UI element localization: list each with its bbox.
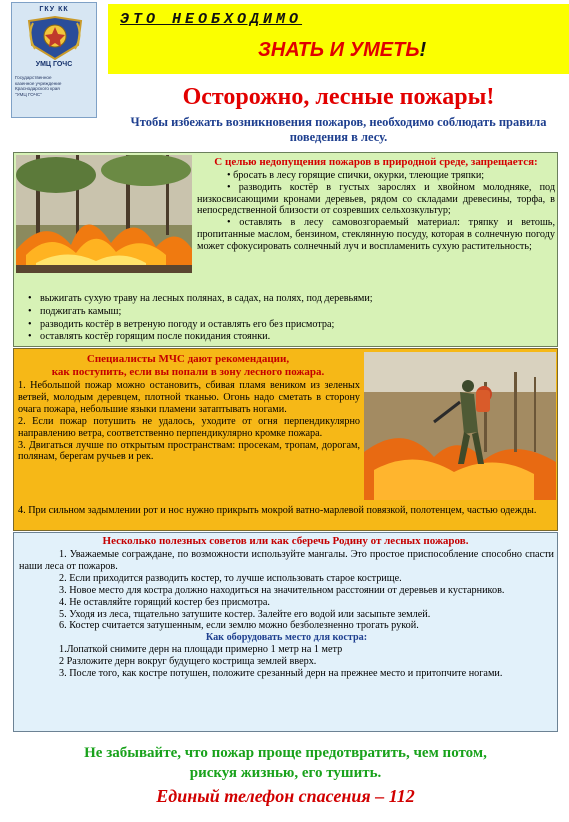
prohibitions-list [20, 293, 556, 344]
advice-item: 4. Не оставляйте горящий костер без присмотра. [59, 596, 270, 608]
emblem-icon [25, 15, 85, 61]
advice-item: 1. Уважаемые сограждане, по возможности используйте мангалы. Это простое приспособление способно спасти наши леса от пожаров. [19, 549, 554, 572]
advice-text [19, 549, 554, 680]
advice-item: 3. Новое место для костра должно находиться на значительном расстоянии от деревьев и кустарников. [59, 584, 505, 596]
advice-item: 2. Если приходится разводить костер, то лучше использовать старое кострище. [59, 572, 402, 584]
forest-fire-photo [16, 155, 192, 273]
emergency-phone-line: Единый телефон спасения – 112 [156, 786, 415, 806]
list-item: • выжигать сухую траву на лесных полянах, в садах, на полях, под деревьями; [20, 293, 556, 306]
banner-line-1: ЭТО НЕОБХОДИМО [120, 11, 303, 28]
recommendations-heading: Специалисты МЧС дают рекомендации, как поступить, если вы попали в зону лесного пожара. [51, 353, 325, 378]
advice-section [13, 532, 558, 732]
advice-heading: Несколько полезных советов или как сберечь Родину от лесных пожаров. [102, 535, 469, 547]
prohibitions-text [197, 170, 555, 253]
advice-item: 6. Костер считается затушенным, если землю можно безболезненно трогать рукой. [59, 620, 419, 632]
header-banner [108, 4, 569, 74]
firefighter-photo [364, 352, 556, 500]
list-item: • разводить костёр в ветреную погоду и оставлять его без присмотра; [20, 319, 556, 332]
campfire-step: 3. После того, как костре потушен, положите срезанный дерн на прежнее место и притопчите ногами. [59, 668, 503, 680]
prohibition-item: • оставлять в лесу самовозгораемый материал: тряпку и ветошь, пропитанные маслом, бензином, стеклянную посуду, которая в солнечную погоду может сфокусировать солнечный луч и воспламенить сухую растительность; [197, 217, 555, 252]
campfire-step: 2 Разложите дерн вокруг будущего кострища землей вверх. [59, 656, 317, 668]
recommendation-item: 2. Если пожар потушить не удалось, уходите от огня перпендикулярно направлению ветра, соответственно перпендикулярно кромке пожара. [18, 415, 360, 439]
recommendation-item: 4. При сильном задымлении рот и нос нужно прикрыть мокрой ватно-марлевой повязкой, полотенцем, частью одежды. [18, 505, 537, 516]
emblem-logo [11, 2, 97, 118]
prohibition-item: • бросать в лесу горящие спички, окурки, тлеющие тряпки; [227, 170, 485, 181]
advice-item: 5. Уходя из леса, тщательно затушите костер. Залейте его водой или засыпьте землей. [59, 608, 431, 620]
recommendations-text [18, 380, 360, 463]
prohibitions-section [13, 152, 558, 347]
page-subtitle: Чтобы избежать возникновения пожаров, необходимо соблюдать правила поведения в лесу. [130, 115, 547, 144]
logo-top-text: ГКУ КК [39, 6, 69, 13]
logo-bottom-text: УМЦ ГОЧС [35, 61, 73, 68]
list-item: • поджигать камыш; [20, 306, 556, 319]
recommendation-item: 3. Двигаться лучше по открытым пространствам: просекам, тропам, дорогам, полянам, берегам ручьев и рек. [18, 439, 360, 463]
prohibitions-heading: С целью недопущения пожаров в природной среде, запрещается: [214, 156, 538, 168]
page-title: Осторожно, лесные пожары! [182, 84, 495, 110]
campfire-subheading: Как оборудовать место для костра: [205, 632, 368, 644]
banner-line-2: ЗНАТЬ И УМЕТЬ! [258, 39, 427, 61]
prohibition-item: • разводить костёр в густых зарослях и хвойном молодняке, под низкосвисающими кронами деревьев, рядом со складами древесины, торфа, в непосредственной близости от созревших сельхозкультур; [197, 181, 555, 217]
logo-org-text: Государственное казенное учреждение Краснодарского края "УМЦ ГОЧС" [15, 75, 62, 97]
recommendation-item: 1. Небольшой пожар можно остановить, сбивая пламя веником из зеленых ветвей, молодым деревцем, плотной тканью. Огонь надо сметать в сторону очага пожара, небольшие языки пламени затаптывать ногами. [18, 380, 360, 415]
recommendations-section [13, 348, 558, 531]
campfire-step: 1.Лопаткой снимите дерн на площади примерно 1 метр на 1 метр [59, 644, 343, 656]
footer-reminder: Не забывайте, что пожар проще предотвратить, чем потом, рискуя жизнью, его тушить. [84, 745, 487, 781]
list-item: • оставлять костёр горящим после покидания стоянки. [20, 331, 556, 344]
